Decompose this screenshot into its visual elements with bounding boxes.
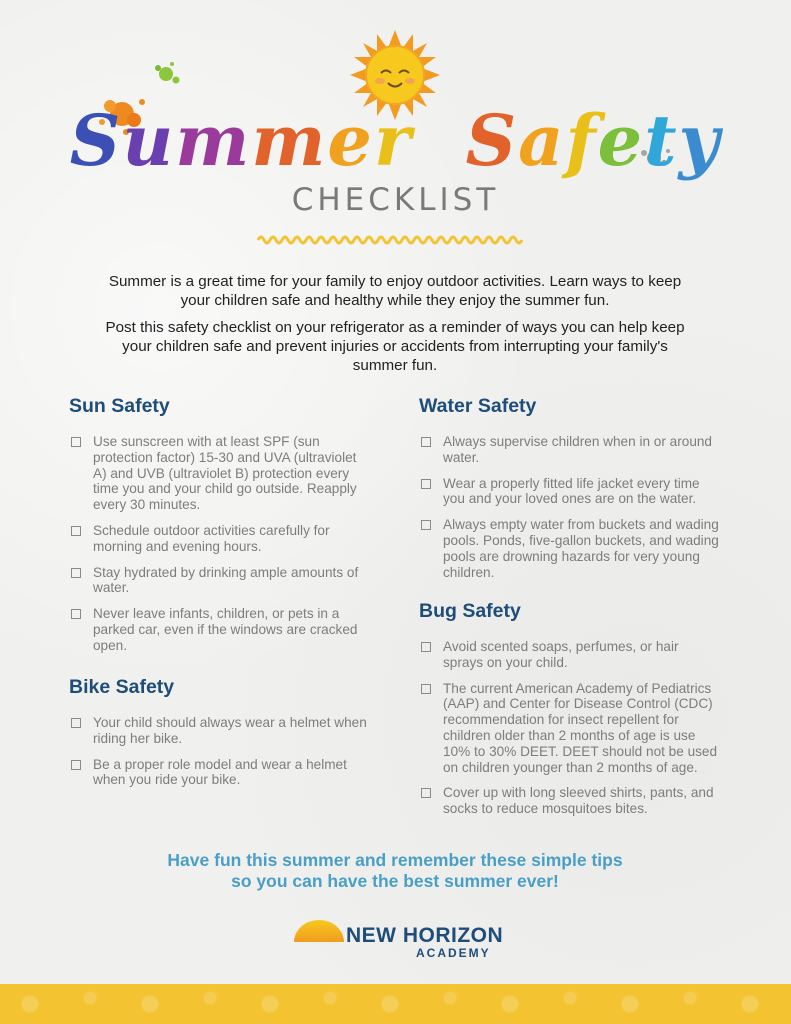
title-letter: e [327, 99, 374, 182]
checklist-item-text: Schedule outdoor activities carefully for morning and evening hours. [93, 522, 330, 554]
title [0, 96, 791, 186]
intro-paragraph-2: Post this safety checklist on your refrigerator as a reminder of ways you can help keep your children safe and prevent injuries or accidents from interrupting your family's summer fun. [105, 319, 685, 374]
subtitle: CHECKLIST [291, 182, 500, 218]
checklist-item-text: Your child should always wear a helmet when riding her bike. [93, 715, 367, 746]
title-letter: u [122, 99, 176, 182]
checklist-item[interactable] [69, 523, 369, 555]
intro-paragraph-1: Summer is a great time for your family to enjoy outdoor activities. Learn ways to keep your children safe and healthy while they enjoy the summer fun. [108, 273, 682, 309]
checkbox[interactable] [71, 526, 81, 536]
checklist-item[interactable] [419, 785, 719, 817]
checkbox[interactable] [71, 760, 81, 770]
checklist-item[interactable] [419, 639, 719, 671]
wavy-divider-icon [256, 232, 524, 248]
checklist-item-text: Use sunscreen with at least SPF (sun protection factor) 15-30 and UVA (ultraviolet A) and UVB (ultraviolet B) protection every time you and your child go outside. Reapply every 30 minutes. [93, 434, 357, 513]
checklist-item[interactable] [69, 715, 369, 747]
title-letter: m [175, 99, 252, 182]
title-letter: y [678, 99, 722, 182]
checklist-item-text: Stay hydrated by drinking ample amounts of water. [93, 564, 359, 596]
title-letter: f [565, 99, 598, 182]
checkbox[interactable] [421, 684, 431, 694]
logo-name: NEW HORIZON [346, 924, 504, 947]
checklist-item[interactable] [419, 517, 719, 580]
logo-sub: ACADEMY [416, 946, 491, 960]
checkbox[interactable] [71, 437, 81, 447]
checklist-item-text: Be a proper role model and wear a helmet when you ride your bike. [93, 756, 347, 788]
title-letter: m [251, 99, 328, 182]
checklist-item[interactable] [419, 476, 719, 508]
section-sun-safety [69, 395, 369, 664]
new-horizon-academy-logo [292, 916, 512, 962]
title-letter: e [597, 99, 645, 182]
section-heading: Bug Safety [419, 600, 521, 622]
footer-band [0, 984, 791, 1024]
title-word-summer [70, 96, 413, 186]
title-word-safety [466, 96, 722, 186]
checklist-item-text: Cover up with long sleeved shirts, pants, and socks to reduce mosquitoes bites. [443, 785, 714, 817]
closing-message [95, 850, 695, 892]
checkbox[interactable] [421, 437, 431, 447]
section-bug-safety [419, 600, 719, 827]
checklist-item-text: Avoid scented soaps, perfumes, or hair sprays on your child. [443, 639, 679, 670]
checklist-item[interactable] [419, 681, 719, 776]
title-letter: a [518, 99, 566, 182]
title-letter: S [69, 99, 123, 182]
title-letter: r [373, 99, 413, 182]
checkbox[interactable] [421, 479, 431, 489]
checkbox[interactable] [71, 609, 81, 619]
title-letter: t [644, 99, 679, 182]
checkbox[interactable] [71, 568, 81, 578]
checklist-item-text: Always supervise children when in or around water. [443, 434, 712, 465]
checklist-item[interactable] [69, 757, 369, 789]
checkbox[interactable] [421, 642, 431, 652]
header [0, 0, 791, 260]
section-bike-safety [69, 676, 369, 798]
section-heading: Bike Safety [69, 676, 175, 698]
closing-line-2: so you can have the best summer ever! [231, 871, 559, 891]
checkbox[interactable] [421, 520, 431, 530]
section-water-safety [419, 395, 719, 590]
checklist-item[interactable] [69, 565, 369, 597]
section-heading: Water Safety [419, 395, 537, 417]
checklist-item[interactable] [69, 434, 369, 513]
checkbox[interactable] [71, 718, 81, 728]
title-letter: S [465, 99, 519, 182]
checklist-item[interactable] [419, 434, 719, 466]
horizon-sun-icon [292, 916, 346, 946]
checklist-item-text: Never leave infants, children, or pets in a parked car, even if the windows are cracked open. [93, 606, 358, 653]
closing-line-1: Have fun this summer and remember these simple tips [167, 850, 623, 870]
checklist-item-text: Wear a properly fitted life jacket every time you and your loved ones are on the water. [443, 475, 700, 507]
section-heading: Sun Safety [69, 395, 170, 417]
checkbox[interactable] [421, 788, 431, 798]
green-paint-splat-icon [150, 58, 184, 92]
checklist-item-text: Always empty water from buckets and wading pools. Ponds, five-gallon buckets, and wading pools are drowning hazards for very young children. [443, 517, 719, 580]
checklist-item[interactable] [69, 606, 369, 653]
checklist-item-text: The current American Academy of Pediatrics (AAP) and Center for Disease Control (CDC) recommendation for insect repellent for children older than 2 months of age is use 10% to 30% DEET. DEET should not be used on children younger than 2 months of age. [443, 680, 718, 775]
